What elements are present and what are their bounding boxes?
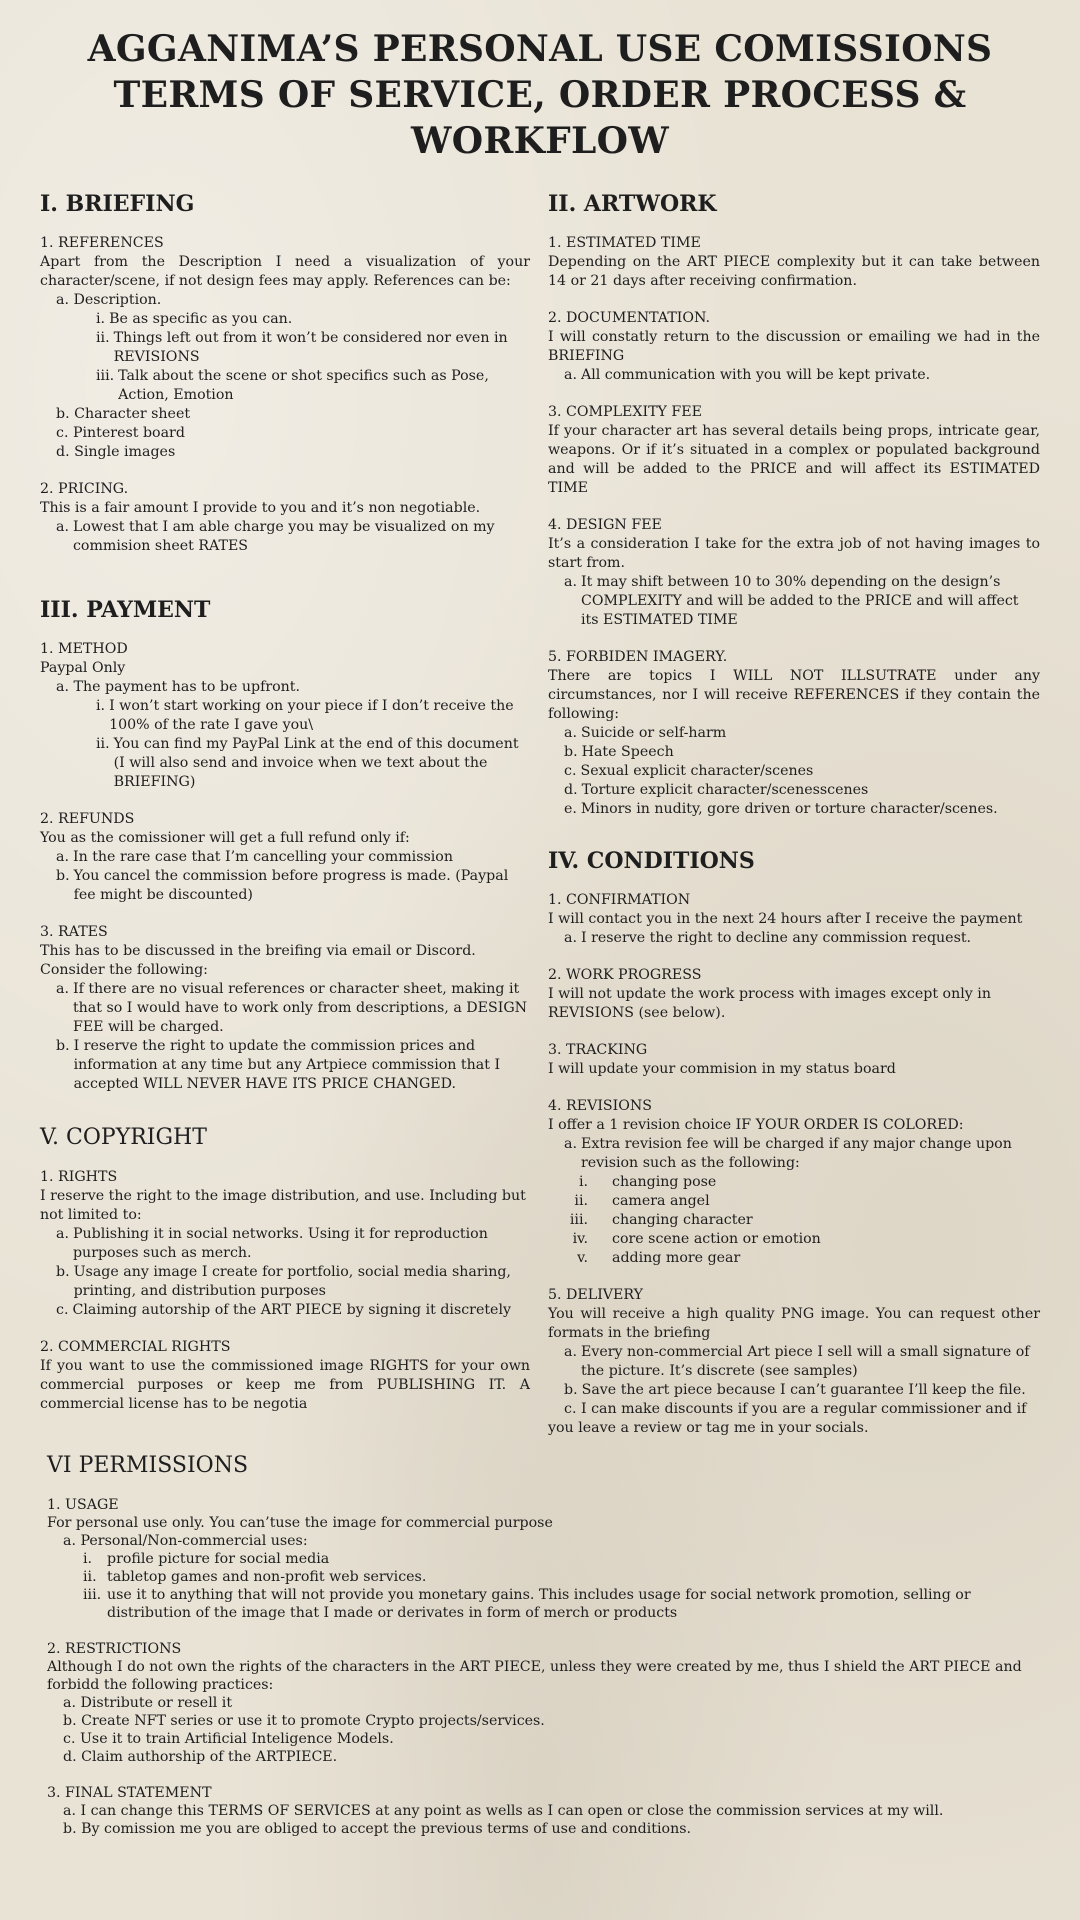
subsection-title: 2. REFUNDS: [40, 811, 135, 827]
subsection-estimated-time: [548, 234, 1040, 291]
paragraph: Apart from the Description I need a visualization of your character/scene, if not design fees may apply. References can be:: [40, 254, 530, 289]
paragraph: I reserve the right to the image distribution, and use. Including but not limited to:: [40, 1188, 526, 1223]
paragraph: Depending on the ART PIECE complexity but it can take between 14 or 21 days after receiving confirmation.: [548, 254, 1040, 289]
list-item: b. Create NFT series or use it to promote Crypto projects/services.: [63, 1713, 545, 1729]
list-item: d. Single images: [56, 444, 176, 460]
list-item: b. I reserve the right to update the commission prices and information at any time but any Artpiece commission that I accepted WILL NEVER HAVE ITS PRICE CHANGED.: [56, 1038, 501, 1092]
paragraph: I will update your commision in my status board: [548, 1061, 896, 1077]
subsection-confirmation: [548, 891, 1040, 948]
list-item: iii. use it to anything that will not provide you monetary gains. This includes usage for social network promotion, selling or distribution of the image that I made or derivates in form of merch or products: [83, 1587, 971, 1621]
section-payment: [40, 596, 530, 1094]
list-item: c. Claiming autorship of the ART PIECE by signing it discretely: [56, 1302, 512, 1318]
subsection-tracking: [548, 1041, 1040, 1079]
paragraph: It’s a consideration I take for the extra job of not having images to start from.: [548, 536, 1040, 571]
page-title: [0, 26, 1080, 164]
subsection-title: 3. TRACKING: [548, 1042, 648, 1058]
list-item: ii. camera angel: [574, 1193, 710, 1209]
section-heading: III. PAYMENT: [40, 597, 211, 623]
paragraph: For personal use only. You can’tuse the image for commercial purpose: [47, 1515, 553, 1531]
subsection-title: 1. USAGE: [47, 1497, 119, 1513]
section-copyright: [40, 1124, 530, 1414]
paragraph: There are topics I WILL NOT ILLSUTRATE under any circumstances, nor I will receive REFERENCES if they contain the following:: [548, 668, 1040, 722]
paragraph: I will not update the work process with images except only in REVISIONS (see below).: [548, 986, 991, 1021]
list-item: i. Be as specific as you can.: [96, 311, 293, 327]
subsection-references: [40, 234, 530, 462]
list-item: a. If there are no visual references or character sheet, making it that so I would have to work only from descriptions, a DESIGN FEE will be charged.: [56, 981, 528, 1035]
list-item: a. Personal/Non-commercial uses:: [63, 1533, 308, 1549]
list-item: v. adding more gear: [577, 1250, 741, 1266]
subsection-forbidden-imagery: [548, 648, 1040, 819]
paragraph: You as the comissioner will get a full refund only if:: [40, 830, 410, 846]
subsection-title: 1. CONFIRMATION: [548, 892, 691, 908]
subsection-documentation: [548, 309, 1040, 385]
list-item: a. Description.: [56, 292, 162, 308]
subsection-complexity-fee: [548, 403, 1040, 498]
list-item: i. profile picture for social media: [83, 1551, 330, 1567]
subsection-method: [40, 640, 530, 792]
section-heading: VI PERMISSIONS: [47, 1453, 249, 1478]
paragraph: This has to be discussed in the breifing via email or Discord. Consider the following:: [40, 943, 476, 978]
list-item: a. Distribute or resell it: [63, 1695, 233, 1711]
list-item: a. Publishing it in social networks. Using it for reproduction purposes such as merch.: [56, 1226, 488, 1261]
subsection-title: 1. RIGHTS: [40, 1169, 118, 1185]
section-heading: IV. CONDITIONS: [548, 848, 755, 874]
paragraph: I offer a 1 revision choice IF YOUR ORDER IS COLORED:: [548, 1117, 964, 1133]
subsection-revisions: [548, 1097, 1040, 1268]
subsection-commercial-rights: [40, 1338, 530, 1414]
paragraph: Paypal Only: [40, 660, 126, 676]
list-item: d. Claim authorship of the ARTPIECE.: [63, 1749, 338, 1765]
subsection-usage: [47, 1496, 1037, 1622]
list-item: c. Pinterest board: [56, 425, 185, 441]
list-item: ii. You can find my PayPal Link at the end of this document (I will also send and invoice when we text about the BRIEFING): [96, 736, 519, 790]
list-item: a. It may shift between 10 to 30% depending on the design’s COMPLEXITY and will be added to the PRICE and will affect its ESTIMATED TIME: [564, 574, 1019, 628]
list-item: e. Minors in nudity, gore driven or torture character/scenes.: [564, 801, 998, 817]
subsection-restrictions: [47, 1640, 1037, 1766]
paragraph: If you want to use the commissioned image RIGHTS for your own commercial purposes or keep me from PUBLISHING IT. A commercial license has to be negotia: [40, 1358, 530, 1412]
list-item: c. Use it to train Artificial Inteligence Models.: [63, 1731, 394, 1747]
list-item: iii. changing character: [569, 1212, 753, 1228]
list-item: iii. Talk about the scene or shot specifics such as Pose, Action, Emotion: [96, 368, 489, 403]
subsection-title: 1. METHOD: [40, 641, 128, 657]
list-item: a. Lowest that I am able charge you may be visualized on my commision sheet RATES: [56, 519, 495, 554]
subsection-title: 3. FINAL STATEMENT: [47, 1785, 212, 1801]
list-item: c. I can make discounts if you are a regular commissioner and if you leave a review or tag me in your socials.: [548, 1401, 1027, 1436]
paragraph: This is a fair amount I provide to you and it’s non negotiable.: [40, 500, 481, 516]
subsection-rights: [40, 1168, 530, 1320]
section-briefing: [40, 190, 530, 556]
section-heading: V. COPYRIGHT: [40, 1125, 207, 1150]
list-item: a. Every non-commercial Art piece I sell will a small signature of the picture. It’s discrete (see samples): [564, 1344, 1030, 1379]
subsection-title: 2. COMMERCIAL RIGHTS: [40, 1339, 231, 1355]
list-item: a. All communication with you will be kept private.: [564, 367, 931, 383]
list-item: b. Usage any image I create for portfolio, social media sharing, printing, and distribution purposes: [56, 1264, 511, 1299]
list-item: b. Hate Speech: [564, 744, 674, 760]
list-item: a. In the rare case that I’m cancelling your commission: [56, 849, 453, 865]
list-item: ii. Things left out from it won’t be considered nor even in REVISIONS: [96, 330, 508, 365]
list-item: d. Torture explicit character/scenesscenes: [564, 782, 869, 798]
subsection-title: 1. REFERENCES: [40, 235, 164, 251]
list-item: b. Character sheet: [56, 406, 191, 422]
title-line-3: WORKFLOW: [410, 120, 670, 162]
subsection-work-progress: [548, 966, 1040, 1023]
list-item: c. Sexual explicit character/scenes: [564, 763, 814, 779]
subsection-final-statement: [47, 1784, 1037, 1838]
subsection-pricing: [40, 480, 530, 556]
subsection-design-fee: [548, 516, 1040, 630]
subsection-title: 2. DOCUMENTATION.: [548, 310, 711, 326]
subsection-rates: [40, 923, 530, 1094]
subsection-title: 2. RESTRICTIONS: [47, 1641, 182, 1657]
list-item: a. Extra revision fee will be charged if any major change upon revision such as the following:: [564, 1136, 1012, 1171]
list-item: i. changing pose: [578, 1174, 717, 1190]
list-item: ii. tabletop games and non-profit web services.: [83, 1569, 427, 1585]
right-column: [548, 190, 1040, 1464]
subsection-title: 2. PRICING.: [40, 481, 129, 497]
paragraph: I will constatly return to the discussion or emailing we had in the BRIEFING: [548, 329, 1040, 364]
paragraph: I will contact you in the next 24 hours after I receive the payment: [548, 911, 1023, 927]
subsection-title: 5. FORBIDEN IMAGERY.: [548, 649, 728, 665]
subsection-title: 3. COMPLEXITY FEE: [548, 404, 702, 420]
paragraph: You will receive a high quality PNG image. You can request other formats in the briefing: [548, 1306, 1040, 1341]
subsection-delivery: [548, 1286, 1040, 1438]
paragraph: If your character art has several details being props, intricate gear, weapons. Or if it’s situated in a complex or populated background and will be added to the PRICE and will affect its ESTIMATED TIME: [548, 423, 1040, 496]
subsection-title: 1. ESTIMATED TIME: [548, 235, 701, 251]
subsection-title: 2. WORK PROGRESS: [548, 967, 702, 983]
list-item: iv. core scene action or emotion: [572, 1231, 821, 1247]
list-item: b. You cancel the commission before progress is made. (Paypal fee might be discounted): [56, 868, 509, 903]
section-conditions: [548, 847, 1040, 1438]
subsection-title: 5. DELIVERY: [548, 1287, 644, 1303]
list-item: a. I can change this TERMS OF SERVICES at any point as wells as I can open or close the commission services at my will.: [63, 1803, 944, 1819]
section-permissions: [47, 1452, 1037, 1856]
list-item: b. By comission me you are obliged to accept the previous terms of use and conditions.: [63, 1821, 692, 1837]
subsection-title: 4. DESIGN FEE: [548, 517, 662, 533]
paragraph: Although I do not own the rights of the characters in the ART PIECE, unless they were created by me, thus I shield the ART PIECE and forbidd the following practices:: [47, 1659, 1022, 1693]
left-column: [40, 190, 530, 1440]
subsection-refunds: [40, 810, 530, 905]
title-line-2: TERMS OF SERVICE, ORDER PROCESS &: [113, 74, 967, 116]
title-line-1: AGGANIMA’S PERSONAL USE COMISSIONS: [87, 28, 993, 70]
subsection-title: 3. RATES: [40, 924, 108, 940]
list-item: a. I reserve the right to decline any commission request.: [564, 930, 972, 946]
list-item: i. I won’t start working on your piece if I don’t receive the 100% of the rate I gave you\: [96, 698, 514, 733]
list-item: a. Suicide or self-harm: [564, 725, 727, 741]
section-heading: I. BRIEFING: [40, 191, 195, 217]
section-artwork: [548, 190, 1040, 819]
list-item: b. Save the art piece because I can’t guarantee I’ll keep the file.: [564, 1382, 1026, 1398]
list-item: a. The payment has to be upfront.: [56, 679, 301, 695]
subsection-title: 4. REVISIONS: [548, 1098, 653, 1114]
section-heading: II. ARTWORK: [548, 191, 717, 217]
